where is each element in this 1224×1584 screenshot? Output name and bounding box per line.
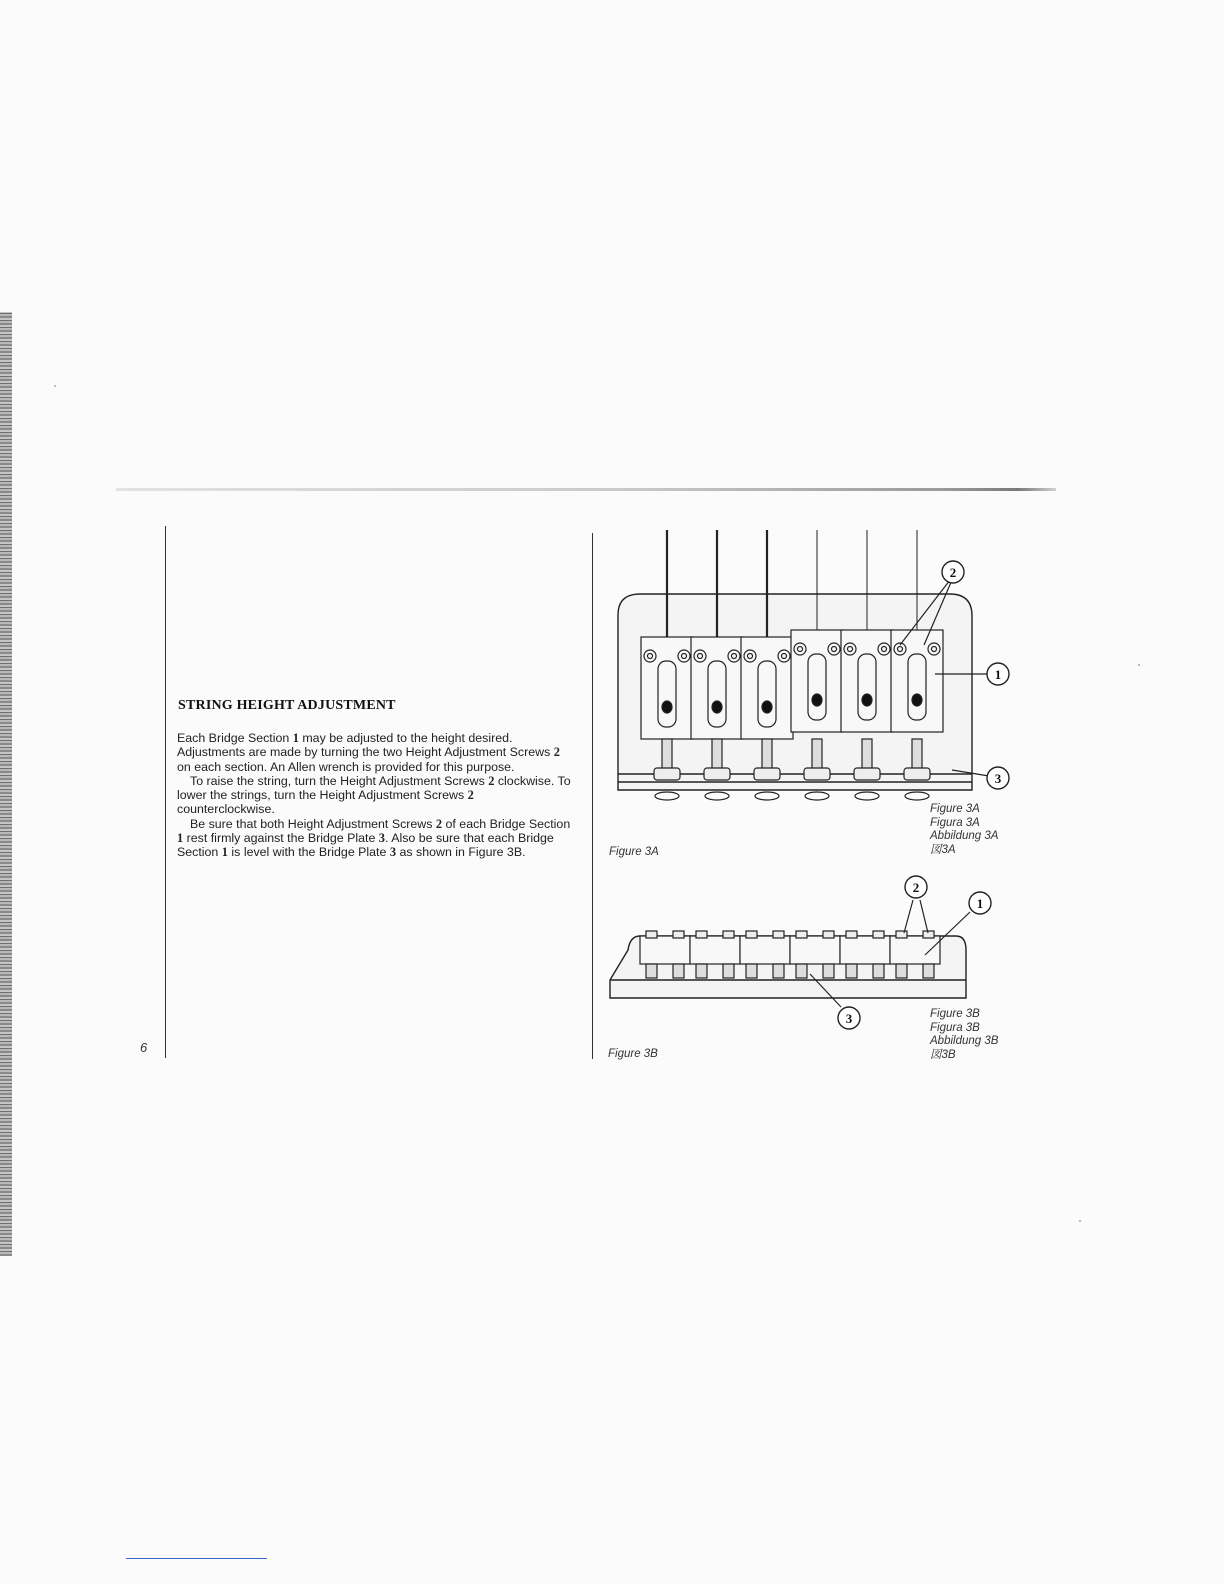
figure-3a-callout-1: 1	[994, 667, 1002, 682]
caption-line: Figura 3A	[930, 816, 980, 829]
reference-number: 2	[553, 745, 560, 760]
paragraph: Be sure that both Height Adjustment Screws 2 of each Bridge Section 1 rest firmly against the Bridge Plate 3. Also be sure that each Bridge Section 1 is level with the Bridge Plate 3 as shown in Figure 3B.	[177, 816, 571, 860]
scan-speck	[1138, 664, 1140, 666]
caption-line: Abbildung 3A	[930, 830, 999, 842]
caption-line: 図3B	[930, 1048, 956, 1061]
page-number: 6	[140, 1040, 148, 1055]
right-column-rule	[592, 533, 593, 1059]
reference-number: 1	[177, 831, 184, 846]
reference-number: 1	[292, 731, 299, 745]
figure-3b-label: Figure 3B	[608, 1048, 658, 1060]
scan-speck	[54, 385, 56, 387]
figure-3b-caption	[930, 1008, 998, 1062]
caption-line: Figure 3B	[930, 1008, 980, 1020]
figure-3a-callout-3: 3	[994, 771, 1002, 786]
reference-number: 2	[435, 816, 443, 831]
section-heading: STRING HEIGHT ADJUSTMENT	[178, 698, 396, 713]
figure-3a-callout-2: 2	[949, 565, 957, 580]
caption-line: Figura 3B	[930, 1021, 980, 1034]
reference-number: 2	[467, 788, 474, 803]
scan-edge-strip	[0, 312, 12, 1256]
top-rule	[116, 488, 1056, 491]
paragraph: Each Bridge Section 1 may be adjusted to the height desired. Adjustments are made by turning the two Height Adjustment Screws 2 on each section. An Allen wrench is provided for this purpose.	[177, 731, 560, 774]
scan-speck	[1079, 1220, 1081, 1222]
figure-3b-callout-1: 1	[976, 896, 984, 911]
paragraph: To raise the string, turn the Height Adjustment Screws 2 clockwise. To lower the strings, turn the Height Adjustment Screws 2 counterclockwise.	[177, 773, 571, 817]
reference-number: 1	[221, 845, 228, 860]
figure-3a-caption	[930, 803, 998, 857]
reference-number: 2	[488, 773, 495, 788]
figure-3a-bridge-diagram	[600, 530, 1020, 810]
footer-underline	[126, 1558, 267, 1559]
figure-3b-callout-2: 2	[912, 880, 920, 895]
caption-line: Abbildung 3B	[930, 1035, 999, 1047]
figure-3a-label: Figure 3A	[609, 846, 659, 858]
reference-number: 3	[378, 831, 385, 846]
caption-line: Figure 3A	[930, 803, 980, 815]
instructions-text	[177, 731, 573, 860]
left-column-rule	[165, 526, 166, 1058]
figure-3b-callout-3: 3	[845, 1011, 853, 1026]
caption-line: 図3A	[930, 843, 956, 856]
reference-number: 3	[389, 845, 397, 860]
